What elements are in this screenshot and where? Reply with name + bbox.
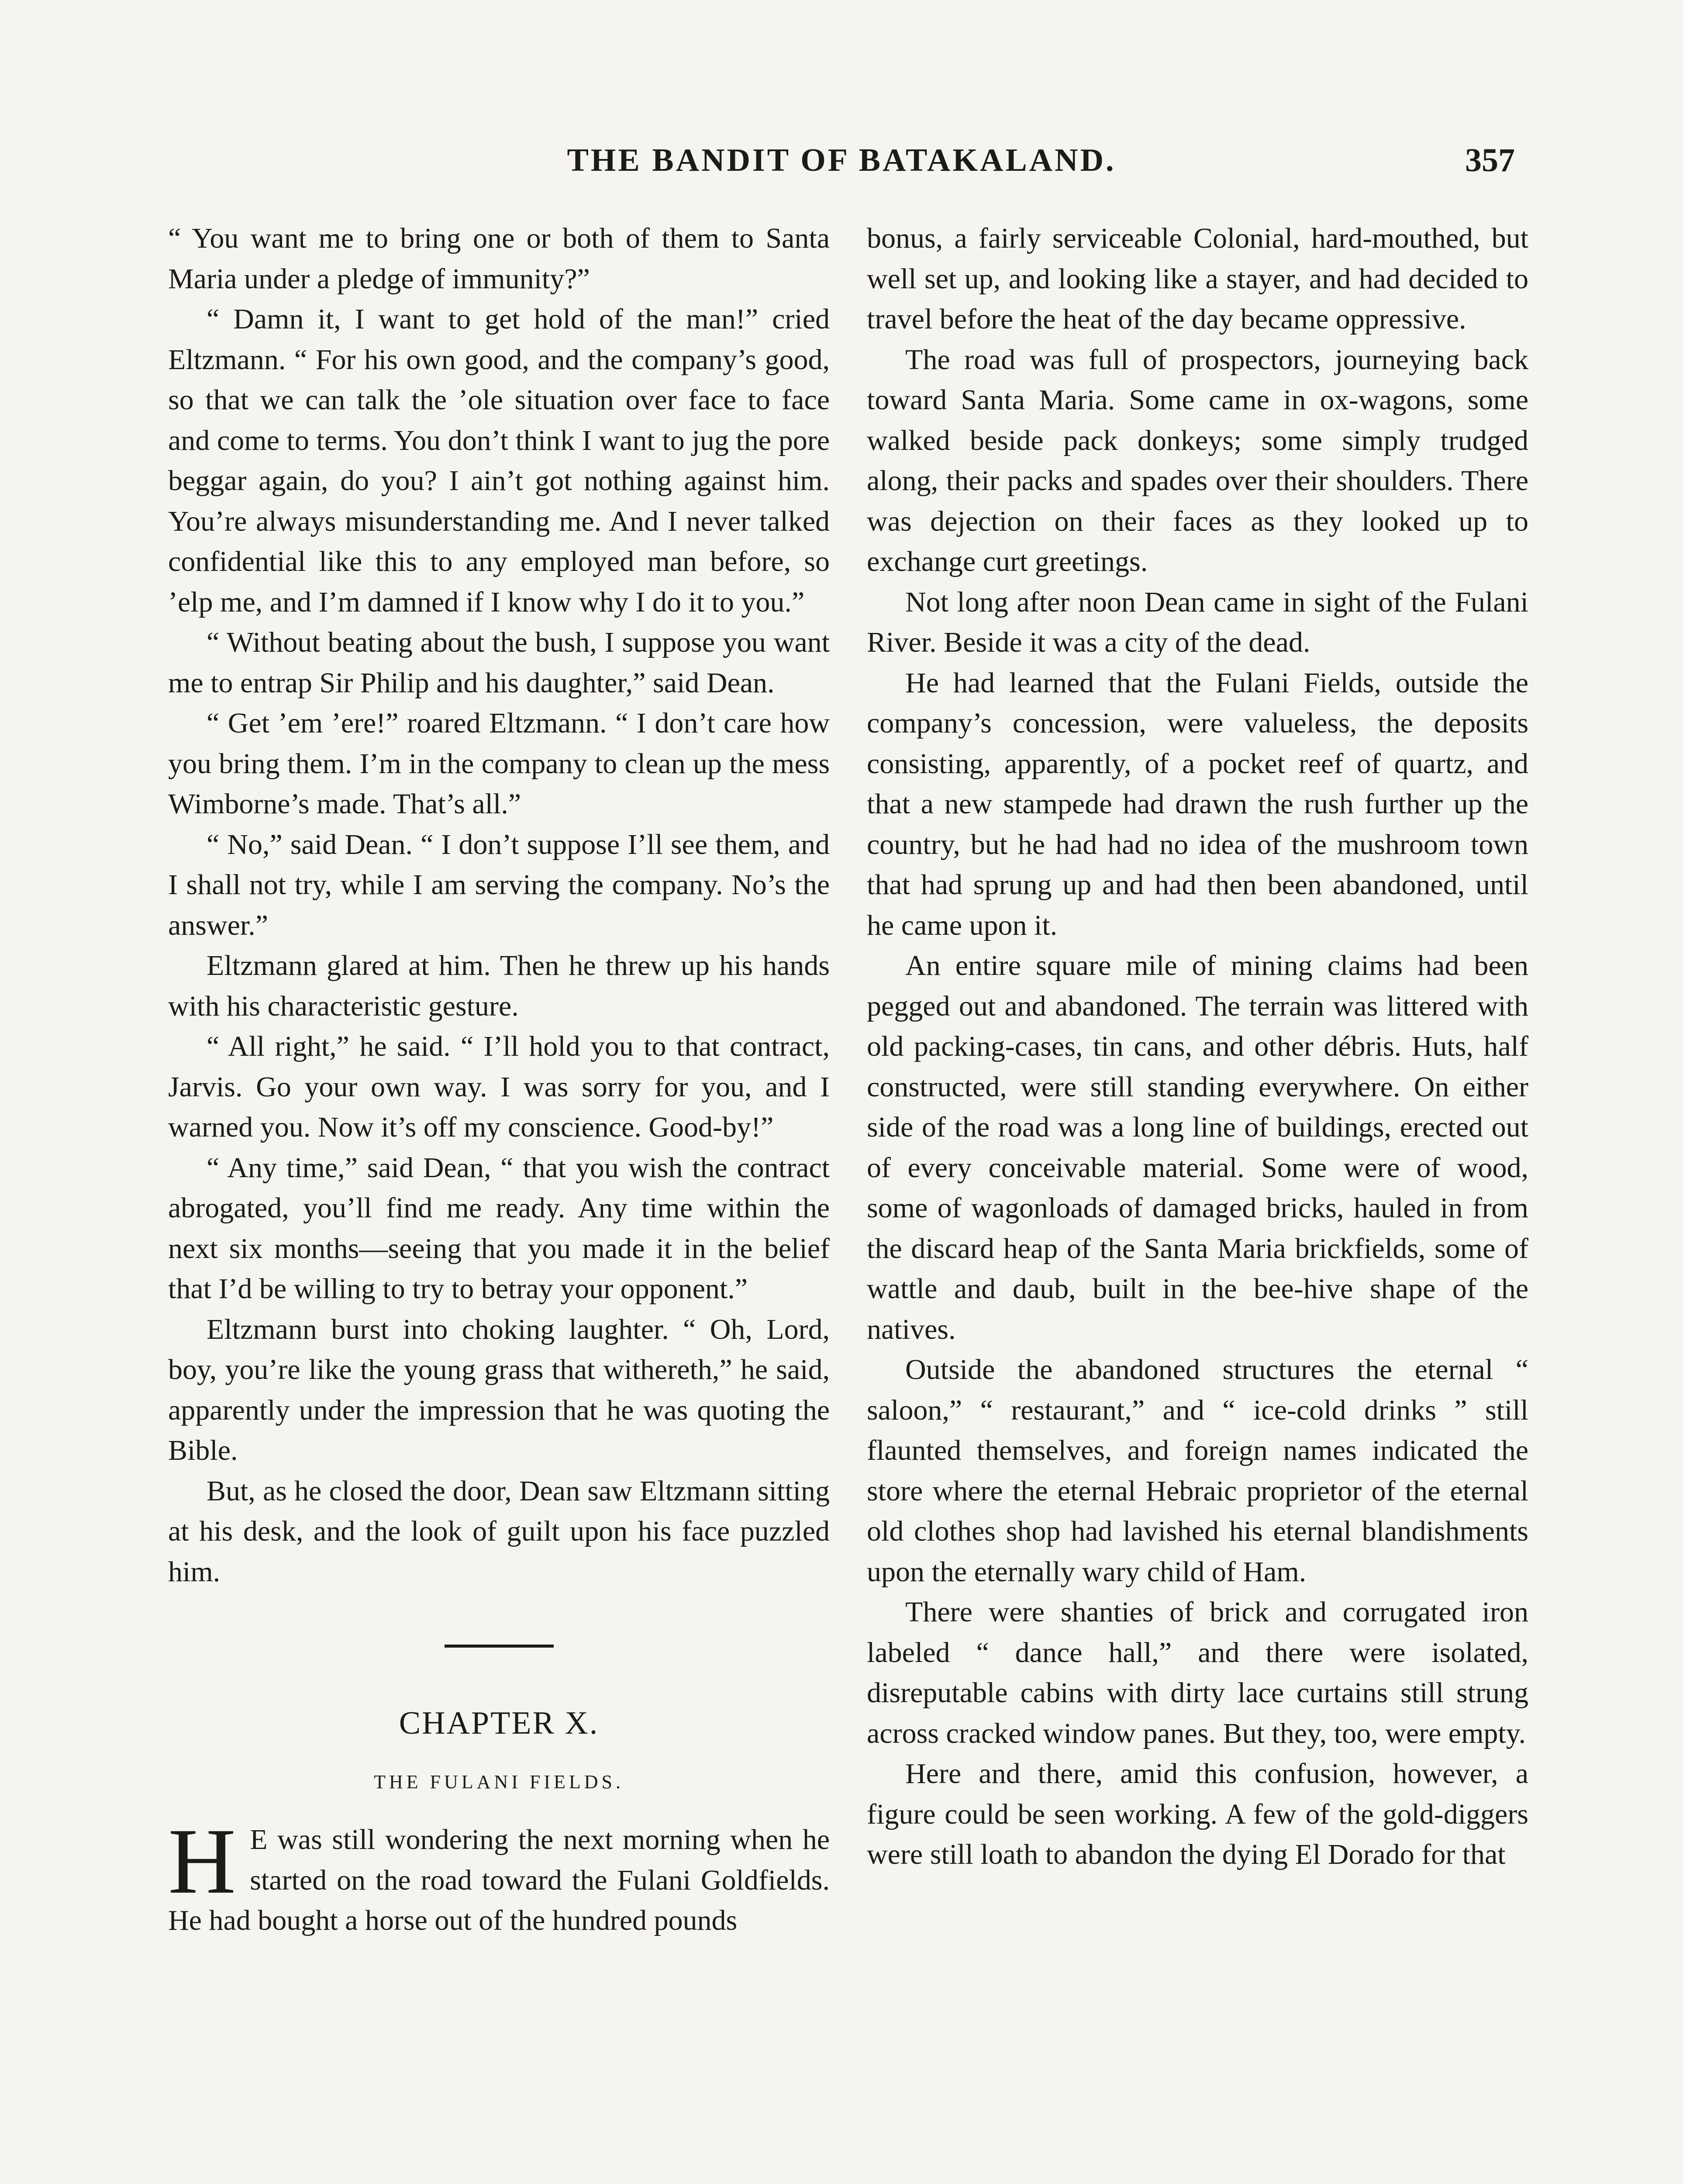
chapter-opening bbox=[168, 1809, 830, 1941]
paragraph: Not long after noon Dean came in sight of the Fulani River. Beside it was a city of the dead. bbox=[867, 586, 1528, 658]
paragraph: “ Without beating about the bush, I suppose you want me to entrap Sir Philip and his daughter,” said Dean. bbox=[168, 626, 830, 699]
paragraph: bonus, a fairly serviceable Colonial, hard-mouthed, but well set up, and looking like a stayer, and had decided to travel before the heat of the day became oppressive. bbox=[867, 222, 1528, 335]
section-divider bbox=[445, 1645, 554, 1648]
chapter-subtitle: THE FULANI FIELDS. bbox=[374, 1771, 624, 1793]
left-column bbox=[168, 218, 830, 1941]
paragraph: There were shanties of brick and corrugated iron labeled “ dance hall,” and there were isolated, disreputable cabins with dirty lace curtains still strung across cracked window panes. But they, too, were empty. bbox=[867, 1596, 1528, 1749]
chapter-opening-text: E was still wondering the next morning when he started on the road toward the Fulani Goldfields. He had bought a horse out of the hundred pounds bbox=[168, 1824, 830, 1936]
paragraph: “ Get ’em ’ere!” roared Eltzmann. “ I don’t care how you bring them. I’m in the company to clean up the mess Wimborne’s made. That’s all.” bbox=[168, 707, 830, 820]
paragraph: Here and there, amid this confusion, however, a figure could be seen working. A few of the gold-diggers were still loath to abandon the dying El Dorado for that bbox=[867, 1758, 1528, 1870]
drop-cap: H bbox=[168, 1809, 236, 1913]
paragraph: But, as he closed the door, Dean saw Eltzmann sitting at his desk, and the look of guilt upon his face puzzled him. bbox=[168, 1475, 830, 1588]
chapter-title: CHAPTER X. bbox=[399, 1705, 599, 1741]
paragraph: “ All right,” he said. “ I’ll hold you to that contract, Jarvis. Go your own way. I was sorry for you, and I warned you. Now it’s off my conscience. Good-by!” bbox=[168, 1030, 830, 1143]
paragraph: Eltzmann glared at him. Then he threw up his hands with his characteristic gesture. bbox=[168, 950, 830, 1022]
paragraph: “ You want me to bring one or both of them to Santa Maria under a pledge of immunity?” bbox=[168, 222, 830, 295]
running-title: THE BANDIT OF BATAKALAND. bbox=[567, 142, 1116, 178]
paragraph: Eltzmann burst into choking laughter. “ Oh, Lord, boy, you’re like the young grass that withereth,” he said, apparently under the impression that he was quoting the Bible. bbox=[168, 1313, 830, 1466]
page-header bbox=[168, 136, 1515, 184]
paragraph: Outside the abandoned structures the eternal “ saloon,” “ restaurant,” and “ ice-cold drinks ” still flaunted themselves, and foreign names indicated the store where the eternal Hebraic proprietor of the eternal old clothes shop had lavished his eternal blandishments upon the eternally wary child of Ham. bbox=[867, 1354, 1528, 1588]
page-number: 357 bbox=[1465, 142, 1515, 179]
right-column bbox=[867, 218, 1528, 1875]
paragraph: An entire square mile of mining claims had been pegged out and abandoned. The terrain was littered with old packing-cases, tin cans, and other débris. Huts, half constructed, were still standing everywhere. On either side of the road was a long line of buildings, erected out of every conceivable material. Some were of wood, some of wagonloads of damaged bricks, hauled in from the discard heap of the Santa Maria brickfields, some of wattle and daub, built in the bee-hive shape of the natives. bbox=[867, 950, 1528, 1345]
paragraph: “ Any time,” said Dean, “ that you wish the contract abrogated, you’ll find me ready. Any time within the next six months—seeing that you made it in the belief that I’d be willing to try to betray your opponent.” bbox=[168, 1151, 830, 1305]
paragraph: “ Damn it, I want to get hold of the man!” cried Eltzmann. “ For his own good, and the company’s good, so that we can talk the ’ole situation over face to face and come to terms. You don’t think I want to jug the pore beggar again, do you? I ain’t got nothing against him. You’re always misunderstanding me. And I never talked confidential like this to any employed man before, so ’elp me, and I’m damned if I know why I do it to you.” bbox=[168, 303, 830, 618]
paragraph: He had learned that the Fulani Fields, outside the company’s concession, were valueless, the deposits consisting, apparently, of a pocket reef of quartz, and that a new stampede had drawn the rush further up the country, but he had had no idea of the mushroom town that had sprung up and had then been abandoned, until he came upon it. bbox=[867, 667, 1528, 941]
paragraph: “ No,” said Dean. “ I don’t suppose I’ll see them, and I shall not try, while I am serving the company. No’s the answer.” bbox=[168, 828, 830, 941]
paragraph: The road was full of prospectors, journeying back toward Santa Maria. Some came in ox-wagons, some walked beside pack donkeys; some simply trudged along, their packs and spades over their shoulders. There was dejection on their faces as they looked up to exchange curt greetings. bbox=[867, 343, 1528, 577]
